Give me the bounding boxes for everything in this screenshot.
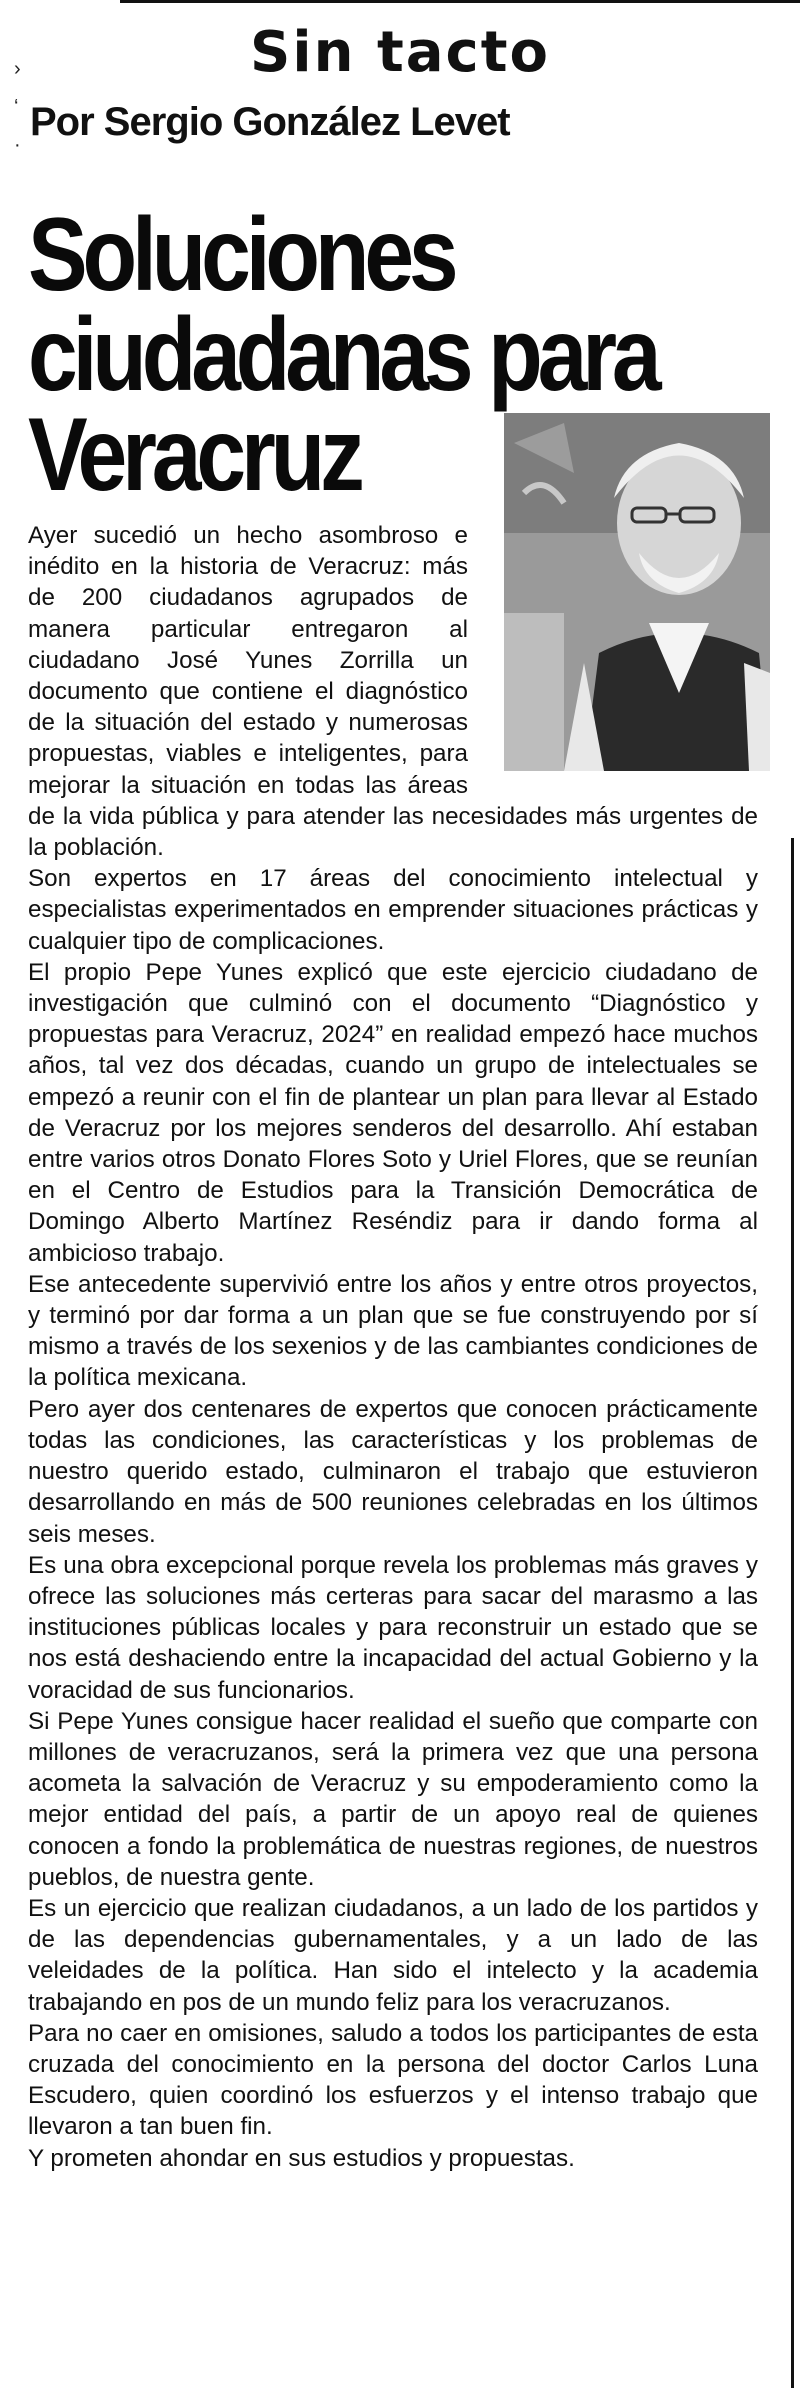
headline: Soluciones ciudadanas para Veracruz xyxy=(28,197,657,513)
article-paragraph: Y prometen ahondar en sus estudios y propuestas. xyxy=(28,2144,575,2172)
column-title: Sin tacto xyxy=(250,20,550,85)
top-rule xyxy=(120,0,800,3)
article-paragraph: Son expertos en 17 áreas del conocimiento intelectual y especialistas experimentados en emprender situaciones prácticas y cualquier tipo de complicaciones. xyxy=(28,865,758,955)
article-paragraph: Pero ayer dos centenares de expertos que conocen prácticamente todas las condiciones, las características y los problemas de nuestro querido estado, culminaron el trabajo que estuvieron desarrollando en más de 500 reuniones celebradas en los últimos seis meses. xyxy=(28,1395,758,1548)
article-paragraph: Para no caer en omisiones, saludo a todos los participantes de esta cruzada del conocimiento en la persona del doctor Carlos Luna Escudero, quien coordinó los esfuerzos y el intenso trabajo que llevaron a tan buen fin. xyxy=(28,2019,758,2141)
article-paragraph: Ayer sucedió un hecho asombroso e inédito en la historia de Veracruz: más de 200 ciudadanos agrupados de manera particular entregaron al ciudadano José Yunes Zorrilla un documento que contiene el diagnóstico de la situación del estado y numerosas propuestas, viables e inteligentes, para mejorar la situación en todas las áreas de la vida pública y para atender las necesidades más urgentes de la población. xyxy=(28,522,758,862)
column-rule xyxy=(791,838,794,2388)
article-paragraph: Ese antecedente supervivió entre los años y entre otros proyectos, y terminó por dar forma a un plan que se fue construyendo por sí mismo a través de los sexenios y de las cambiantes condiciones de la política mexicana. xyxy=(28,1270,758,1392)
article-body xyxy=(28,520,758,2174)
author-byline: Por Sergio González Levet xyxy=(30,100,510,144)
article-paragraph: Es una obra excepcional porque revela los problemas más graves y ofrece las soluciones más certeras para sacar del marasmo a las instituciones públicas locales y para reconstruir un estado que se nos está deshaciendo entre la incapacidad del actual Gobierno y la voracidad de sus funcionarios. xyxy=(28,1551,758,1704)
article-paragraph: El propio Pepe Yunes explicó que este ejercicio ciudadano de investigación que culminó con el documento “Diagnóstico y propuestas para Veracruz, 2024” en realidad empezó hace muchos años, tal vez dos décadas, cuando un grupo de intelectuales se empezó a reunir con el fin de plantear un plan para llevar al Estado de Veracruz por los mejores senderos del desarrollo. Ahí estaban entre varios otros Donato Flores Soto y Uriel Flores, que se reunían en el Centro de Estudios para la Transición Democrática de Domingo Alberto Martínez Reséndiz para ir dando forma al ambicioso trabajo. xyxy=(28,958,758,1267)
page-edge-marks: › ‘ · xyxy=(14,58,21,156)
article-paragraph: Es un ejercicio que realizan ciudadanos, a un lado de los partidos y de las dependencias gubernamentales, y a un lado de las veleidades de la política. Han sido el intelecto y la academia trabajando en pos de un mundo feliz para los veracruzanos. xyxy=(28,1894,758,2016)
photo-wrap-spacer xyxy=(468,520,758,774)
article-paragraph: Si Pepe Yunes consigue hacer realidad el sueño que comparte con millones de veracruzanos, será la primera vez que una persona acometa la salvación de Veracruz y su empoderamiento como la mejor entidad del país, a partir de un apoyo real de quienes conocen a fondo la problemática de nuestras regiones, de nuestros pueblos, de nuestra gente. xyxy=(28,1707,758,1891)
